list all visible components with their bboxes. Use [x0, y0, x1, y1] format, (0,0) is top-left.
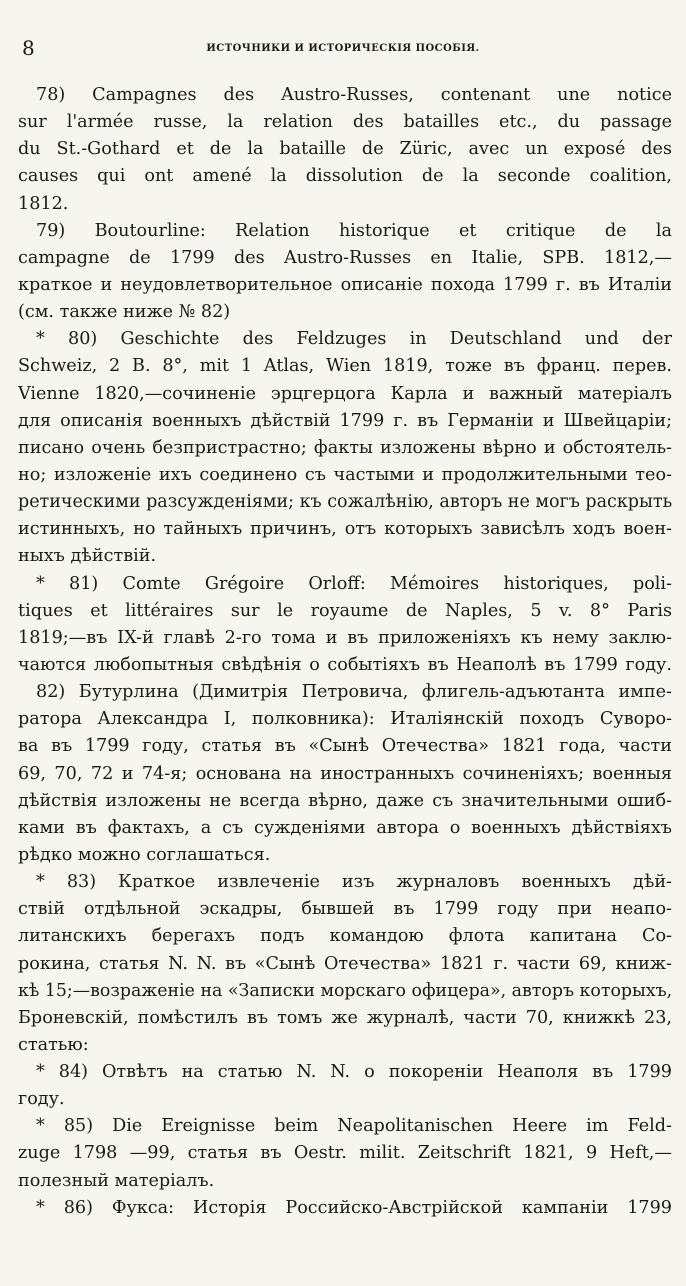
text-line: ныхъ дѣйствій.: [18, 546, 157, 567]
text-line: * 83) Краткое извлеченіе изъ журналовъ военныхъ дѣй-: [36, 872, 672, 893]
text-line: zuge 1798 —99, статья въ Oestr. milit. Zeitschrift 1821, 9 Heft,—: [18, 1143, 672, 1164]
text-line: * 85) Die Ereignisse beim Neapolitanischen Heere im Feld-: [36, 1116, 672, 1137]
text-line: ретическими разсужденіями; къ сожалѣнію, авторъ не могъ раскрыть: [18, 492, 672, 513]
body-text: [18, 82, 672, 1222]
text-line: ствій отдѣльной эскадры, бывшей въ 1799 году при неапо-: [18, 899, 672, 920]
text-line: * 86) Фукса: Исторія Российско-Австрійской кампаніи 1799: [36, 1197, 672, 1218]
text-line: краткое и неудовлетворительное описаніе похода 1799 г. въ Италіи: [18, 274, 672, 295]
text-line: 1812.: [18, 193, 69, 214]
text-line: Vienne 1820,—сочиненіе эрцгерцога Карла и важный матеріалъ: [18, 383, 672, 404]
text-line: рѣдко можно соглашаться.: [18, 844, 271, 865]
running-head: ИСТОЧНИКИ И ИСТОРИЧЕСКІЯ ПОСОБІЯ.: [206, 42, 480, 54]
text-line: году.: [18, 1089, 65, 1110]
text-line: causes qui ont amené la dissolution de la seconde coalition,: [18, 166, 672, 187]
text-line: sur l'armée russe, la relation des batailles etc., du passage: [18, 112, 672, 133]
text-line: ками въ фактахъ, а съ сужденіями автора о военныхъ дѣйствіяхъ: [18, 817, 672, 838]
text-line: дѣйствія изложены не всегда вѣрно, даже съ значительными ошиб-: [18, 790, 672, 811]
text-line: Броневскій, помѣстилъ въ томъ же журналѣ, части 70, книжкѣ 23,: [18, 1007, 672, 1028]
text-line: du St.-Gothard et de la bataille de Züric, avec un exposé des: [18, 139, 672, 160]
text-line: истинныхъ, но тайныхъ причинъ, отъ которыхъ зависѣлъ ходъ воен-: [18, 519, 672, 540]
text-line: * 84) Отвѣтъ на статью N. N. о покореніи Неаполя въ 1799: [36, 1062, 672, 1083]
text-line: (см. также ниже № 82): [18, 302, 231, 323]
text-line: но; изложеніе ихъ соединено съ частыми и продолжительными тео-: [18, 464, 672, 485]
text-line: ва въ 1799 году, статья въ «Сынѣ Отечества» 1821 года, части: [18, 736, 672, 757]
text-line: рокина, статья N. N. въ «Сынѣ Отечества» 1821 г. части 69, книж-: [18, 953, 672, 974]
text-line: tiques et littéraires sur le royaume de Naples, 5 v. 8° Paris: [18, 600, 672, 621]
page-header: [22, 36, 664, 60]
text-line: ратора Александра I, полковника): Италіянскій походъ Суворо-: [18, 709, 672, 730]
text-line: для описанія военныхъ дѣйствій 1799 г. въ Германіи и Швейцаріи;: [18, 410, 672, 431]
text-line: 78) Campagnes des Austro-Russes, contenant une notice: [36, 85, 672, 105]
text-line: 69, 70, 72 и 74-я; основана на иностранныхъ сочиненіяхъ; военныя: [18, 763, 672, 784]
text-line: статью:: [18, 1034, 89, 1055]
text-line: 82) Бутурлина (Димитрія Петровича, флигель-адъютанта импе-: [36, 682, 672, 703]
text-line: * 80) Geschichte des Feldzuges in Deutschland und der: [36, 329, 672, 350]
text-line: campagne de 1799 des Austro-Russes en Italie, SPB. 1812,—: [18, 247, 672, 268]
text-line: литанскихъ берегахъ подъ командою флота капитана Со-: [18, 926, 672, 947]
text-line: полезный матеріалъ.: [18, 1170, 215, 1191]
text-line: писано очень безпристрастно; факты изложены вѣрно и обстоятель-: [18, 437, 672, 458]
text-line: Schweiz, 2 B. 8°, mit 1 Atlas, Wien 1819, тоже въ франц. перев.: [18, 356, 672, 377]
text-line: 1819;—въ IX-й главѣ 2-го тома и въ приложеніяхъ къ нему заклю-: [18, 627, 672, 648]
text-line: * 81) Comte Grégoire Orloff: Mémoires historiques, poli-: [36, 573, 672, 594]
text-line: кѣ 15;—возраженіе на «Записки морскаго офицера», авторъ которыхъ,: [18, 980, 672, 1001]
page-number: 8: [22, 36, 35, 60]
text-line: 79) Boutourline: Relation historique et critique de la: [36, 220, 672, 241]
text-line: чаются любопытныя свѣдѣнія о событіяхъ въ Неаполѣ въ 1799 году.: [18, 654, 672, 675]
